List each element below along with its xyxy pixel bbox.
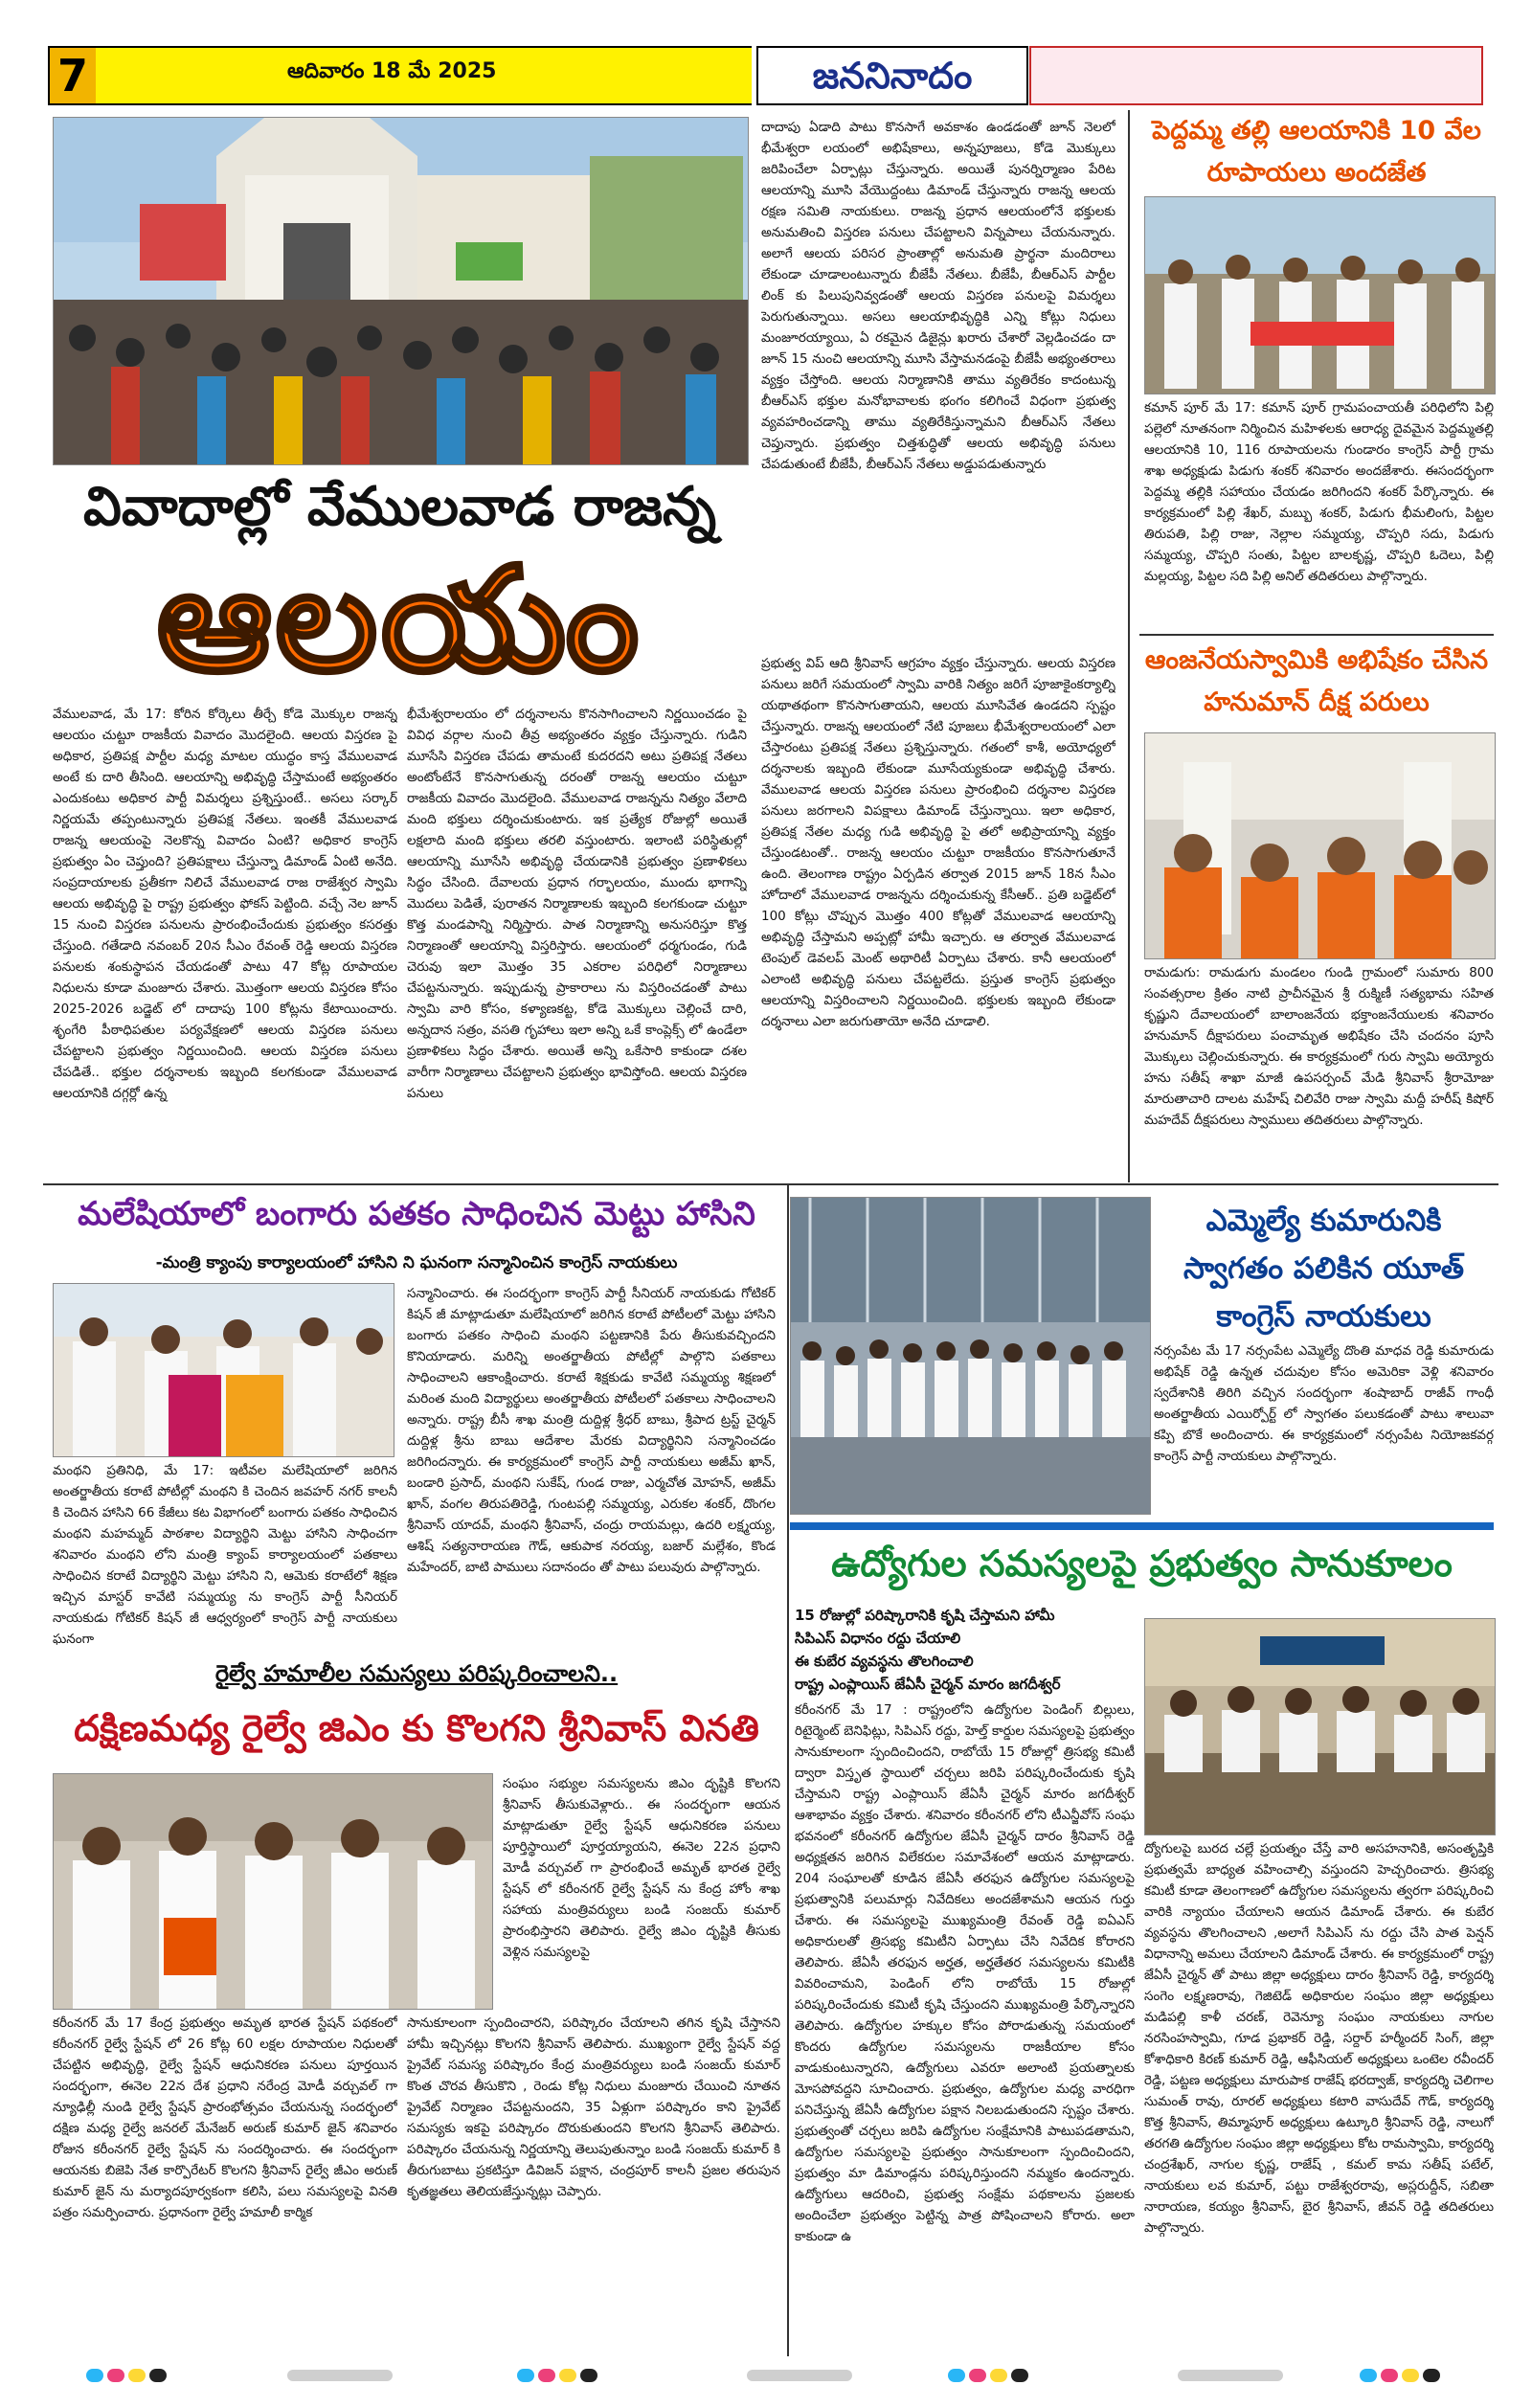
malaysia-subhead: -మంత్రి క్యాంపు కార్యాలయంలో హాసిని ని ఘనంగా సన్మానించిన కాంగ్రెస్ నాయకులు bbox=[155, 1253, 678, 1272]
railway-col2: సానుకూలంగా స్పందించారని, పరిష్కారం చేయాలని తగిన కృషి చేస్తానని హామీ ఇచ్చినట్లు కొలగని శ్రీనివాస్ తెలిపారు. ముఖ్యంగా రైల్వే స్టేషన్ వద్ద ప్రైవేట్ సమస్య పరిష్కారం కేంద్ర మంత్రివర్యులు బండి సంజయ్ కుమార్ కొంత చొరవ తీసుకొని , రెండు కోట్ల నిధులు మంజూరు చేయించి నూతన ప్రైవేట్ నిర్మాణం చేపట్టనుందని, 35 ఏళ్లుగా పరిష్కారం కాని ప్రైవేట్ సమస్యకు ఇకపై పరిష్కారం దొరుకుతుందని కొలగని శ్రీనివాస్ తెలిపారు. పరిష్కారం చేయనున్న నిర్ణయాన్ని తెలుపుతున్నాం బండి సంజయ్ కుమార్ కి తీరుగుబాటు ప్రకటిస్తూ డివిజన్ పక్షాన, చంద్రపూర్ కాలనీ ప్రజల తరుపున కృతజ్ఞతలు తెలియజేస్తున్నట్లు చెప్పారు. bbox=[407, 2015, 780, 2199]
header-ad-box bbox=[1029, 46, 1483, 105]
malaysia-col1: మంథని ప్రతినిధి, మే 17: ఇటీవల మలేషియాలో జరిగిన అంతర్జాతీయ కరాటే పోటీల్లో మంథని కి చెందిన జవహర్ నగర్ కాలనీ కి చెందిన హాసిని 66 కేజీలు కట విభాగంలో బంగారు పతకం సాధించిన మంథని మహమ్మద్ పాఠశాల విద్యార్థిని మెట్టు హాసిని సాధించగా శనివారం మంథని లోని మంత్రి క్యాంప్ కార్యాలయంలో పతకాలు సాధించిన కరాటే విద్యార్థిని మెట్టు హాసిని ని, ఆమెకు కరాటేలో శిక్షణ ఇచ్చిన మాస్టర్ కావేటి సమ్మయ్య ను కాంగ్రెస్ పార్టీ సీనియర్ నాయకుడు గోటికర్ కిషన్ జీ ఆధ్వర్యంలో కాంగ్రెస్ పార్టీ నాయకులు ఘనంగా bbox=[53, 1463, 397, 1647]
main-headline: ఆలయం bbox=[156, 537, 642, 704]
malaysia-photo bbox=[53, 1283, 394, 1457]
temple-photo bbox=[53, 117, 749, 465]
employees-deck bbox=[795, 1604, 1139, 1696]
column-divider bbox=[787, 1183, 789, 2356]
main-story-col4: ప్రభుత్వ విప్ ఆది శ్రీనివాస్ ఆగ్రహం వ్యక్తం చేస్తున్నారు. ఆలయ విస్తరణ పనులు జరిగే సమయంలో స్వామి వారికి నిత్యం జరిగే పూజాకైంకర్యాల్ని యథాతథంగా కొనసాగుతాయని, ఆలయ మూసివేత ఉండదని స్పష్టం చేస్తున్నారు. రాజన్న ఆలయంలో నేటి పూజలు భీమేశ్వరాలయంలో ఎలా చేస్తారంటు ప్రతిపక్ష నేతలు ప్రశ్నిస్తున్నారు. గతంలో కాశీ, అయోధ్యలో దర్శనాలకు ఇబ్బంది లేకుండా మూసేయ్యకుండా అభివృద్ధి చేశారు. వేములవాడ ఆలయ విస్తరణ పనులు ప్రారంభించి దర్శనాల విస్తరణ పనులు జరగాలని విపక్షాలు డిమాండ్ చేస్తున్నాయి. ఇలా అధికార, ప్రతిపక్ష నేతల మధ్య గుడి అభివృద్ధి పై తలో అభిప్రాయాన్ని వ్యక్తం చేస్తుండటంతో.. రాజన్న ఆలయం చుట్టూ రాజకీయం కొనసాగుతూనే ఉంది. తెలంగాణ రాష్ట్రం ఏర్పడిన తర్వాత 2015 జూన్ 18న సీఎం హోదాలో వేములవాడ రాజన్నను దర్శించుకున్న కేసీఆర్.. ప్రతి బడ్జెట్‌లో 100 కోట్లు చొప్పున మొత్తం 400 కోట్లతో వేములవాడ ఆలయాన్ని అభివృద్ధి చేస్తామని అప్పట్లో హామీ ఇచ్చారు. ఆ తర్వాత వేములవాడ టెంపుల్ డెవలప్ మెంట్ అథారిటీ ఏర్పాటు చేశారు. కానీ ఆలయంలో ఎలాంటి అభివృద్ధి పనులు చేపట్టలేదు. ప్రస్తుత కాంగ్రెస్ ప్రభుత్వం ఆలయాన్ని విస్తరించాలని నిర్ణయించింది. భక్తులకు ఇబ్బంది లేకుండా దర్శనాలు ఎలా జరుగుతాయో అనేది చూడాలి. bbox=[761, 656, 1115, 1029]
mla-headline: ఎమ్మెల్యే కుమారునికి స్వాగతం పలికిన యూత్ కాంగ్రెస్ నాయకులు bbox=[1183, 1204, 1465, 1334]
peddamma-body: కమాన్ పూర్ మే 17: కమాన్ పూర్ గ్రామపంచాయతీ పరిధిలోని పిల్లి పల్లెలో నూతనంగా నిర్మించిన మహిళలకు ఆరాధ్య దైవమైన పెద్దమ్మతల్లి ఆలయానికి 10, 116 రూపాయలను గుండారం కాంగ్రెస్ పార్టీ గ్రామ శాఖ అధ్యక్షుడు పిడుగు శంకర్ శనివారం అందజేశారు. ఈసందర్భంగా పెద్దమ్మ తల్లికి సహాయం చేయడం జరిగిందని శంకర్ పేర్కొన్నారు. ఈ కార్యక్రమంలో పిల్లి శేఖర్, మబ్బు శంకర్, పిడుగు భీమలింగు, పిట్టల తిరుపతి, పిల్లి రాజు, నెల్లాల సమ్మయ్య, చొప్పరి సదు, పిడుగు సమ్మయ్య, చొప్పరి సంతు, పిట్టల బాలకృష్ణ, చొప్పరి ఓదెలు, పిల్లి మల్లయ్య, పిట్టల సది పిల్లి అనిల్ తదితరులు పాల్గొన్నారు. bbox=[1144, 400, 1494, 584]
registration-bar bbox=[287, 2370, 393, 2381]
color-registration-marks bbox=[948, 2368, 1032, 2386]
color-registration-marks bbox=[517, 2368, 601, 2386]
railway-bottom: కరీంనగర్ మే 17 కేంద్ర ప్రభుత్వం అమృత భారత స్టేషన్ పథకంలో కరీంనగర్ రైల్వే స్టేషన్ లో 26 కోట్ల 60 లక్షల రూపాయల నిధులతో చేపట్టిన అభివృద్ధి, రైల్వే స్టేషన్ ఆధునికరణ పనులు పూర్తయిన సందర్భంగా, ఈనెల 22న దేశ ప్రధాని నరేంద్ర మోడీ వర్చువల్ గా న్యూఢిల్లీ నుండి రైల్వే స్టేషన్ ప్రారంభోత్సవం చేయనున్న సందర్భంలో దక్షిణ మధ్య రైల్వే జనరల్ మేనేజర్ అరుణ్ కుమార్ జైన్ శనివారం రోజున కరీంనగర్ రైల్వే స్టేషన్ ను సందర్శించారు. ఈ సందర్భంగా ఆయనకు బిజెపి నేత కార్పొరేటర్ కొలగని శ్రీనివాస్ రైల్వే జీఎం అరుణ్ కుమార్ జైన్ ను మర్యాదపూర్వకంగా కలిసి, పలు సమస్యలపై వినతి పత్రం సమర్పించారు. ప్రధానంగా రైల్వే హమాలీ కార్మిక bbox=[53, 2015, 397, 2220]
color-registration-marks bbox=[86, 2368, 170, 2386]
color-registration-marks bbox=[1360, 2368, 1444, 2386]
peddamma-photo bbox=[1144, 196, 1496, 394]
employees-deck-4: రాష్ట్ర ఎంప్లాయిస్ జేఏసీ చైర్మన్ మారం జగదీశ్వర్ bbox=[795, 1676, 1061, 1693]
mla-body: నర్సంపేట మే 17 నర్సంపేట ఎమ్మెల్యే దొంతి మాధవ రెడ్డి కుమారుడు అభిషేక్ రెడ్డి ఉన్నత చదువుల కోసం అమెరికా వెళ్లి శనివారం స్వదేశానికి తిరిగి వచ్చిన సందర్భంగా శంషాబాద్ రాజీవ్ గాంధీ అంతర్జాతీయ ఎయిర్పోర్ట్ లో స్వాగతం పలుకడంతో పాటు శాలువా కప్పి బొకే అందించారు. ఈ కార్యక్రమంలో నర్సంపేట నియోజకవర్గ కాంగ్రెస్ పార్టీ నాయకులు పాల్గొన్నారు. bbox=[1154, 1343, 1494, 1464]
railway-headline: దక్షిణమధ్య రైల్వే జిఎం కు కొలగని శ్రీనివాస్ వినతి bbox=[74, 1707, 759, 1749]
employees-photo bbox=[1144, 1618, 1496, 1835]
hanuman-photo bbox=[1144, 732, 1496, 959]
employees-headline: ఉద్యోగుల సమస్యలపై ప్రభుత్వం సానుకూలం bbox=[831, 1542, 1453, 1585]
main-story-col1: వేములవాడ, మే 17: కోరిన కోర్కెలు తీర్చే కోడె మొక్కుల రాజన్న ఆలయం చుట్టూ రాజకీయ వివాదం మొదలైంది. ఆలయ విస్తరణ పై అధికార, ప్రతిపక్ష పార్టీల మధ్య మాటల యుద్ధం కాస్త వేములవాడ అంటే కు దారి తీసింది. ఆలయాన్ని అభివృద్ధి చేస్తామంటే అభ్యంతరం ఎందుకంటు అధికార పార్టీ విమర్శలు ప్రశ్నిస్తుంటే.. అసలు సర్కార్ నిర్ణయమే తప్పంటున్నారు ప్రతిపక్ష నేతలు. ఇంతకీ వేములవాడ రాజన్న ఆలయంపై నెలకొన్న వివాదం ఏంటి? అధికార కాంగ్రెస్ ప్రభుత్వం ఏం చెప్తుంది? ప్రతిపక్షాలు చేస్తున్నా డిమాండ్ ఏంటి అనేది. సంప్రదాయాలకు ప్రతీకగా నిలిచే వేములవాడ రాజ రాజేశ్వర స్వామి ఆలయ అభివృద్ధి పై రాష్ట్ర ప్రభుత్వం ఫోకస్ పెట్టింది. వచ్చే నెల జూన్ 15 నుంచి విస్తరణ పనులను ప్రారంభించేందుకు ప్రభుత్వం కసరత్తు చేస్తుంది. గతేడాది నవంబర్ 20న సీఎం రేవంత్ రెడ్డి ఆలయ విస్తరణ పనులకు శంకుస్థాపన చేయడంతో పాటు 47 కోట్ల రూపాయల నిధులను కూడా మంజూరు చేశారు. మొత్తంగా ఆలయ విస్తరణ కోసం 2025-2026 బడ్జెట్ లో దాదాపు 100 కోట్లను కేటాయించారు. శృంగేరి పీఠాధిపతుల పర్యవేక్షణలో ఆలయ విస్తరణ పనులు చేపట్టాలని ప్రభుత్వం నిర్ణయించింది. ఆలయ విస్తరణ పనులు చేపడితే.. భక్తుల దర్శనాలకు ఇబ్బంది కలగకుండా వేములవాడ ఆలయానికి దగ్గర్లో ఉన్న bbox=[53, 707, 397, 1101]
main-kicker: వివాదాల్లో వేములవాడ రాజన్న bbox=[83, 476, 716, 538]
railway-photo bbox=[53, 1773, 493, 2010]
employees-deck-1: 15 రోజుల్లో పరిష్కారానికి కృషి చేస్తామని హామీ bbox=[795, 1607, 1055, 1624]
employees-col2: ద్యోగులపై బురద చల్లే ప్రయత్నం చేస్తే వారి అసహనానికి, అసంతృప్తికి ప్రభుత్వమే బాధ్యత వహించాల్సి వస్తుందని హెచ్చరించారు. త్రిసభ్య కమిటీ కూడా తెలంగాణలో ఉద్యోగుల సమస్యలను త్వరగా పరిష్కరించి వారికి న్యాయం చేయాలని ఆయన డిమాండ్ చేశారు. ఈ కుబేర వ్యవస్థను తొలగించాలని ,అలాగే సిపిఎస్ ను రద్దు చేసి పాత పెన్షన్ విధానాన్ని అమలు చేయాలని డిమాండ్ చేశారు. ఈ కార్యక్రమంలో రాష్ట్ర జేఏసీ చైర్మన్ తో పాటు జిల్లా అధ్యక్షులు దారం శ్రీనివాస్ రెడ్డి, కార్యదర్శి సంగెం లక్ష్మణరావు, గెజిటెడ్ అధికారుల సంఘం జిల్లా అధ్యక్షులు మడిపల్లి కాళీ చరణ్, రెవెన్యూ సంఘం నాయకులు నాగుల నరసింహస్వామి, గూడ ప్రభాకర్ రెడ్డి, సర్దార్ హర్మీందర్ సింగ్, జిల్లా కోశాధికారి కిరణ్ కుమార్ రెడ్డి, ఆఫీసియల్ అధ్యక్షులు ఒంటెల రవీందర్ రెడ్డి, పట్టణ అధ్యక్షులు మారుపాక రాజేష్ భరద్వాజ్, కార్యదర్శి చెలిగాల సుమంత్ రావు, రూరల్ అధ్యక్షులు కటారి వాసుదేవ్ గౌడ్, కార్యదర్శి కొత్త శ్రీనివాస్, తిమ్మాపూర్ అధ్యక్షులు ఉట్కూరి శ్రీనివాస్ రెడ్డి, నాలుగో తరగతి ఉద్యోగుల సంఘం జిల్లా అధ్యక్షులు కోట రామస్వామి, కార్యదర్శి చంద్రశేఖర్, నాగుల కృష్ణ, రాజేష్ , కమల్ కామ సతీష్ పటేల్, నాయకులు లవ కుమార్, పట్టు రాజేశ్వరరావు, అస్లరుద్దీన్, సబితా నారాయణ, కయ్యం శ్రీనివాస్, బైర శ్రీనివాస్, జీవన్ రెడ్డి తదితరులు పాల్గొన్నారు. bbox=[1144, 1841, 1494, 2236]
employees-deck-3: ఈ కుబేర వ్యవస్థను తొలగించాలి bbox=[795, 1653, 974, 1670]
registration-bar bbox=[747, 2370, 852, 2381]
section-divider bbox=[43, 1183, 1498, 1185]
peddamma-headline: పెద్దమ్మ తల్లి ఆలయానికి 10 వేల రూపాయలు అందజేత bbox=[1152, 116, 1481, 188]
railway-subhead: రైల్వే హమాలీల సమస్యలు పరిష్కరించాలని.. bbox=[214, 1660, 619, 1687]
divider bbox=[1139, 634, 1494, 636]
mla-airport-photo bbox=[790, 1197, 1151, 1515]
malaysia-headline: మలేషియాలో బంగారు పతకం సాధించిన మెట్టు హాసిని bbox=[78, 1195, 755, 1233]
registration-bar bbox=[1178, 2370, 1283, 2381]
masthead: జననినాదం bbox=[756, 46, 1028, 105]
malaysia-col2: సన్మానించారు. ఈ సందర్భంగా కాంగ్రెస్ పార్టీ సీనియర్ నాయకుడు గోటికర్ కిషన్ జీ మాట్లాడుతూ మలేషియాలో జరిగిన కరాటే పోటీలలో మెట్టు హాసిని బంగారు పతకం సాధించి మంథని పట్టణానికి పేరు తీసుకువచ్చిందని కొనియాడారు. మరిన్ని అంతర్జాతీయ పోటీల్లో పాల్గొని పతకాలు సాధించాలని ఆకాంక్షించారు. కరాటే శిక్షకుడు కావేటి సమ్మయ్య శిక్షణలో మరింత మంది విద్యార్థులు అంతర్జాతీయ పోటీలలో పతకాలు సాధించాలని అన్నారు. రాష్ట్ర బీసీ శాఖ మంత్రి దుద్దిళ్ల శ్రీధర్ బాబు, శ్రీపాద ట్రస్ట్ చైర్మన్ దుద్దిళ్ల శ్రీను బాబు ఆదేశాల మేరకు విద్యార్థినిని సన్మానించడం జరిగిందన్నారు. ఈ కార్యక్రమంలో కాంగ్రెస్ పార్టీ నాయకులు అజీమ్ ఖాన్, బండారి ప్రసాద్, మంథని సుకేష్, గుండ రాజు, ఎర్మచోత మోహన్, అజీమ్ ఖాన్, వంగల తిరుపతిరెడ్డి, గుంటపల్లి సమ్మయ్య, ఎరుకల శంకర్, దొంగల శ్రీనివాస్ యాదవ్, మంథని శ్రీనివాస్, చంద్రు రాయమల్లు, ఉదరి లక్ష్మయ్య, ఆశిష్ సత్యనారాయణ గౌడ్, ఆకుపాక నరయ్య, బజార్ మల్లేశం, కొండ మహేందర్, బాటి పాములు సదానందం తో పాటు పలువురు పాల్గొన్నారు. bbox=[407, 1286, 776, 1575]
employees-deck-2: సిపిఎస్ విధానం రద్దు చేయాలి bbox=[795, 1630, 961, 1647]
column-divider bbox=[1128, 110, 1130, 1182]
hanuman-body: రామడుగు: రామడుగు మండలం గుండి గ్రామంలో సుమారు 800 సంవత్సరాల క్రితం నాటి ప్రాచీనమైన శ్రీ రుక్మిణీ సత్యభామ సహిత కృష్ణుని దేవాలయంలో బాలాంజనేయ భక్తాంజనేయులకు శనివారం హనుమాన్ దీక్షాపరులు పంచామృత అభిషేకం చేసి చందనం పూసి మొక్కులు చెల్లించుకున్నారు. ఈ కార్యక్రమంలో గురు స్వామి అయ్యోరు హను సతీష్ శాఖా మాజీ ఉపసర్పంచ్ మేడి శ్రీనివాస్ శ్రీరామోజు మారుతాచారి దాలట మహేష్ చిలివేరి రాజు స్వామి మద్దీ హరీష్ కిషోర్ మహదేవ్ దీక్షపరులు స్వాములు తదితరులు పాల్గొన్నారు. bbox=[1144, 965, 1494, 1128]
railway-col1: సంఘం సభ్యుల సమస్యలను జిఎం దృష్టికి కొలగని శ్రీనివాస్ తీసుకువెళ్లారు.. ఈ సందర్భంగా ఆయన మాట్లాడుతూ రైల్వే స్టేషన్ ఆధునికరణ పనులు పూర్తిస్థాయిలో పూర్తయ్యాయని, ఈనెల 22న ప్రధాని మోడీ వర్చువల్ గా ప్రారంభించే అమృత్ భారత రైల్వే స్టేషన్ లో కరీంనగర్ రైల్వే స్టేషన్ ను కేంద్ర హోం శాఖ సహాయ మంత్రివర్యులు బండి సంజయ్ కుమార్ ప్రారంభిస్తారని తెలిపారు. రైల్వే జిఎం దృష్టికి తీసుకు వెళ్లిన సమస్యలపై bbox=[503, 1776, 780, 1960]
employees-band bbox=[790, 1522, 1494, 1530]
main-story-col3: దాదాపు ఏడాది పాటు కొనసాగే అవకాశం ఉండడంతో జూన్ నెలలో భీమేశ్వరా లయంలో అభిషేకాలు, అన్నపూజలు, కోడె మొక్కులు జరిపించేలా ఏర్పాట్లు చేస్తున్నారు. అయితే పునర్నిర్మాణం పేరిట ఆలయాన్ని మూసి వేయొద్దంటు డిమాండ్ చేస్తున్నారు రాజన్న ఆలయ రక్షణ సమితి నాయకులు. రాజన్న ప్రధాన ఆలయంలోనే భక్తులకు అనుమతించి విస్తరణ పనులు చేపట్టాలని విన్నపాలు చేయనున్నారు. అలాగే ఆలయ పరిసర ప్రాంతాల్లో అనుమతి ప్రార్థనా మందిరాలు లేకుండా చూడాలంటున్నారు బీజేపీ నేతలు. బీజేపీ, బీఆర్ఎస్ పార్టీల లింక్ కు పిలుపునివ్వడంతో ఆలయ విస్తరణ పనులపై విమర్శలు పెరుగుతున్నాయి. అసలు ఆలయాభివృద్ధికి ఎన్ని కోట్లు నిధులు మంజూరయ్యాయి, ఏ రకమైన డిజైన్లు ఖరారు చేశారో వెల్లడించడం దా జూన్ 15 నుంచి ఆలయాన్ని మూసి వేస్తామనడంపై బీజేపీ అభ్యంతరాలు వ్యక్తం చేస్తోంది. ఆలయ నిర్మాణానికి తాము వ్యతిరేకం కాదంటున్న బీఆర్ఎస్ భక్తుల మనోభావాలకు భంగం కలిగించే విధంగా ప్రభుత్వ వ్యవహరించడాన్ని తాము వ్యతిరేకిస్తున్నామని బీఆర్ఎస్ నేతలు చెప్తున్నారు. ప్రభుత్వం చిత్తశుద్ధితో ఆలయ అభివృద్ధి పనులు చేపడుతుంటే బీజేపీ, బీఆర్ఎస్ నేతలు అడ్డుపడుతున్నారు bbox=[761, 120, 1115, 472]
main-story-col2: భీమేశ్వరాలయం లో దర్శనాలను కొనసాగించాలని నిర్ణయించడం పై వివిధ వర్గాల నుంచి తీవ్ర అభ్యంతరం వ్యక్తం చేస్తున్నారు. గుడిని మూసేసి విస్తరణ చేపడు తామంటే కుదరదని అటు ప్రతిపక్ష నేతలు అంటోంటేనే కొనసాగుతున్న దరంతో రాజన్న ఆలయం చుట్టూ రాజకీయ వివాదం మొదలైంది. వేములవాడ రాజన్నను నిత్యం వేలాది మంది భక్తులు దర్శించుకుంటారు. ఇక ప్రత్యేక రోజుల్లో అయితే లక్షలాది మంది భక్తులు తరలి వస్తుంటారు. ఇలాంటి పరిస్థితుల్లో ఆలయాన్ని మూసేసి అభివృద్ధి చేయడానికి ప్రభుత్వం ప్రణాళికలు సిద్ధం చేసింది. దేవాలయ ప్రధాన గర్భాలయం, ముందు భాగాన్ని మొదలు పెడితే, పురాతన నిర్మాణాలకు ఇబ్బంది కలగకుండా చుట్టూ కొత్త మండపాన్ని నిర్మిస్తారు. పాత నిర్మాణాన్ని అనుసరిస్తూ కొత్త నిర్మాణంతో ఆలయాన్ని విస్తరిస్తారు. ఆలయంలో ధర్మగుండం, గుడి చెరువు ఇలా మొత్తం 35 ఎకరాల పరిధిలో నిర్మాణాలు చేపట్టనున్నారు. ఇప్పుడున్న ప్రాకారాలు ను విస్తరించడంతో పాటు స్వామి వారి కోసం, కళ్యాణకట్ట, కోడె మొక్కులు చెల్లించే దారి, అన్నదాన సత్రం, వసతి గృహాలు ఇలా అన్ని ఒకే కాంప్లెక్స్ లో ఉండేలా ప్రణాళికలు సిద్ధం చేశారు. అయితే అన్ని ఒకేసారి కాకుండా దశల వారీగా నిర్మాణాలు చేపట్టాలని ప్రభుత్వం భావిస్తోంది. ఆలయ విస్తరణ పనులు bbox=[407, 707, 747, 1101]
page-number: 7 bbox=[48, 46, 98, 105]
employees-col1: కరీంనగర్ మే 17 : రాష్ట్రంలోని ఉద్యోగుల పెండింగ్ బిల్లులు, రిటైర్మెంట్ బెనిఫిట్లు, సిపిఎస్ రద్దు, హెల్త్ కార్డుల సమస్యలపై ప్రభుత్వం సానుకూలంగా స్పందించిందని, రాబోయే 15 రోజుల్లో త్రిసభ్య కమిటీ ద్వారా విస్తృత స్థాయిలో చర్చలు జరిపి పరిష్కరించేందుకు కృషి చేస్తామని రాష్ట్ర ఎంప్లాయిస్ జేఏసీ చైర్మన్ మారం జగదీశ్వర్ ఆశాభావం వ్యక్తం చేశారు. శనివారం కరీంనగర్ లోని టీఎన్జీవోస్ సంఘ భవనంలో కరీంనగర్ ఉద్యోగుల జేఏసీ చైర్మన్ దారం శ్రీనివాస్ రెడ్డి అధ్యక్షతన జరిగిన విలేకరుల సమావేశంలో ఆయన మాట్లాడారు. 204 సంఘాలతో కూడిన జేఏసీ తరఫున ఉద్యోగుల సమస్యలపై ప్రభుత్వానికి పలుమార్లు నివేదికలు అందజేశామని ఆయన గుర్తు చేశారు. ఈ సమస్యలపై ముఖ్యమంత్రి రేవంత్ రెడ్డి ఐఏఎస్ అధికారులతో త్రిసభ్య కమిటీని ఏర్పాటు చేసి నివేదిక కోరారని తెలిపారు. జేఏసీ తరఫున అర్హత, అర్హతేతర సమస్యలను కమిటీకి వివరించామని, పెండింగ్ లోని రాబోయే 15 రోజుల్లో పరిష్కరించేందుకు కమిటీ కృషి చేస్తుందని ముఖ్యమంత్రి పేర్కొన్నారని తెలిపారు. ఉద్యోగుల హక్కుల కోసం పోరాడుతున్న సమయంలో కొందరు ఉద్యోగుల సమస్యలను రాజకీయాల కోసం వాడుకుంటున్నారని, ఉద్యోగులు ఎవరూ అలాంటి ప్రయత్నాలకు మోసపోవద్దని సూచించారు. ప్రభుత్వం, ఉద్యోగుల మధ్య వారధిగా పనిచేస్తున్న జేఏసీ ఉద్యోగుల పక్షాన నిలబడుతుందని స్పష్టం చేశారు. ప్రభుత్వంతో చర్చలు జరిపి ఉద్యోగుల సంక్షేమానికి పాటుపడతామని, ఉద్యోగుల సమస్యలపై ప్రభుత్వం సానుకూలంగా స్పందించిందని, ప్రభుత్వం మా డిమాండ్లను పరిష్కరిస్తుందని నమ్మకం ఉందన్నారు. ఉద్యోగులు ఆదరించి, ప్రభుత్వ సంక్షేమ పథకాలను ప్రజలకు అందించేలా ప్రభుత్వం పెట్టిన్న పాత్ర పోషించాలని కోరారు. అలా కాకుండా ఉ bbox=[795, 1702, 1135, 2244]
hanuman-headline: ఆంజనేయస్వామికి అభిషేకం చేసిన హనుమాన్ దీక్ష పరులు bbox=[1144, 645, 1489, 717]
header-date: ఆదివారం 18 మే 2025 bbox=[287, 59, 497, 83]
